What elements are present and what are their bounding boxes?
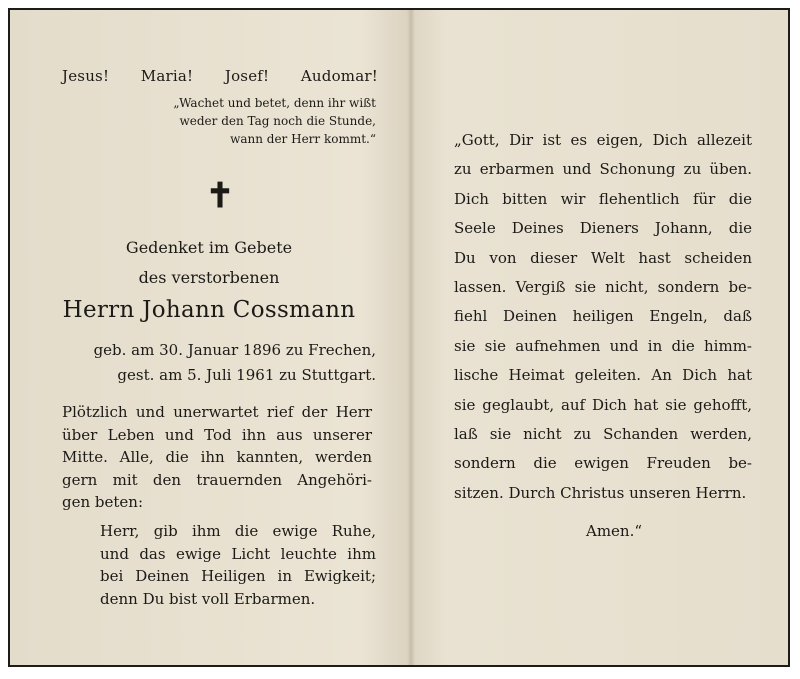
deceased-intro-line: des verstorbenen (138, 268, 280, 287)
long-prayer-line: sitzen. Durch Christus unseren Herrn. (454, 483, 747, 502)
prayer-line: denn Du bist voll Erbarmen. (100, 589, 316, 608)
scripture-quote (114, 94, 376, 148)
quote-line: weder den Tag noch die Stunde, (179, 114, 376, 128)
right-panel (414, 10, 790, 665)
holy-name: Audomar! (300, 67, 378, 85)
quote-line: wann der Herr kommt.“ (230, 132, 376, 146)
long-prayer-line: sie sie aufnehmen und in die himm- (454, 336, 752, 355)
obituary-line: über Leben und Tod ihn aus unserer (62, 425, 372, 444)
holy-name: Maria! (140, 67, 194, 85)
obituary-line: gen beten: (62, 493, 144, 511)
holy-name: Jesus! (62, 67, 110, 85)
prayer-card (8, 8, 790, 667)
long-prayer-line: Seele Deines Dieners Johann, die (454, 219, 752, 238)
cross-icon: ✝ (205, 176, 235, 216)
long-prayer-line: sondern die ewigen Freuden be- (454, 454, 752, 473)
death-line: gest. am 5. Juli 1961 zu Stuttgart. (117, 366, 376, 384)
long-prayer-line: zu erbarmen und Schonung zu üben. (454, 160, 752, 179)
short-prayer (100, 520, 376, 610)
life-dates (64, 338, 376, 388)
long-prayer-line: lassen. Vergiß sie nicht, sondern be- (454, 278, 752, 297)
quote-line: „Wachet und betet, denn ihr wißt (173, 96, 376, 110)
obituary-line: gern mit den trauernden Angehöri- (62, 470, 372, 489)
obituary-line: Plötzlich und unerwartet rief der Herr (62, 403, 372, 421)
left-panel (10, 10, 408, 665)
long-prayer (454, 126, 752, 508)
prayer-line: und das ewige Licht leuchte ihm (100, 544, 376, 563)
long-prayer-line: sie geglaubt, auf Dich hat sie gehofft, (454, 395, 752, 414)
long-prayer-line: Dich bitten wir flehentlich für die (454, 189, 752, 208)
prayer-line: bei Deinen Heiligen in Ewigkeit; (100, 567, 376, 585)
deceased-name: Herrn Johann Cossmann (62, 297, 356, 323)
amen-line: Amen.“ (585, 522, 643, 540)
prayer-line: Herr, gib ihm die ewige Ruhe, (100, 522, 376, 540)
long-prayer-line: „Gott, Dir ist es eigen, Dich allezeit (454, 131, 752, 149)
long-prayer-line: fiehl Deinen heiligen Engeln, daß (454, 307, 752, 326)
obituary-text (62, 401, 372, 514)
remembrance-line: Gedenket im Gebete (125, 238, 293, 257)
holy-name: Josef! (224, 67, 270, 85)
birth-line: geb. am 30. Januar 1896 zu Frechen, (93, 341, 376, 359)
long-prayer-line: laß sie nicht zu Schanden werden, (454, 425, 752, 444)
long-prayer-line: Du von dieser Welt hast scheiden (454, 248, 752, 267)
obituary-line: Mitte. Alle, die ihn kannten, werden (62, 448, 372, 466)
long-prayer-line: lische Heimat geleiten. An Dich hat (454, 366, 752, 385)
holy-names (62, 67, 378, 85)
